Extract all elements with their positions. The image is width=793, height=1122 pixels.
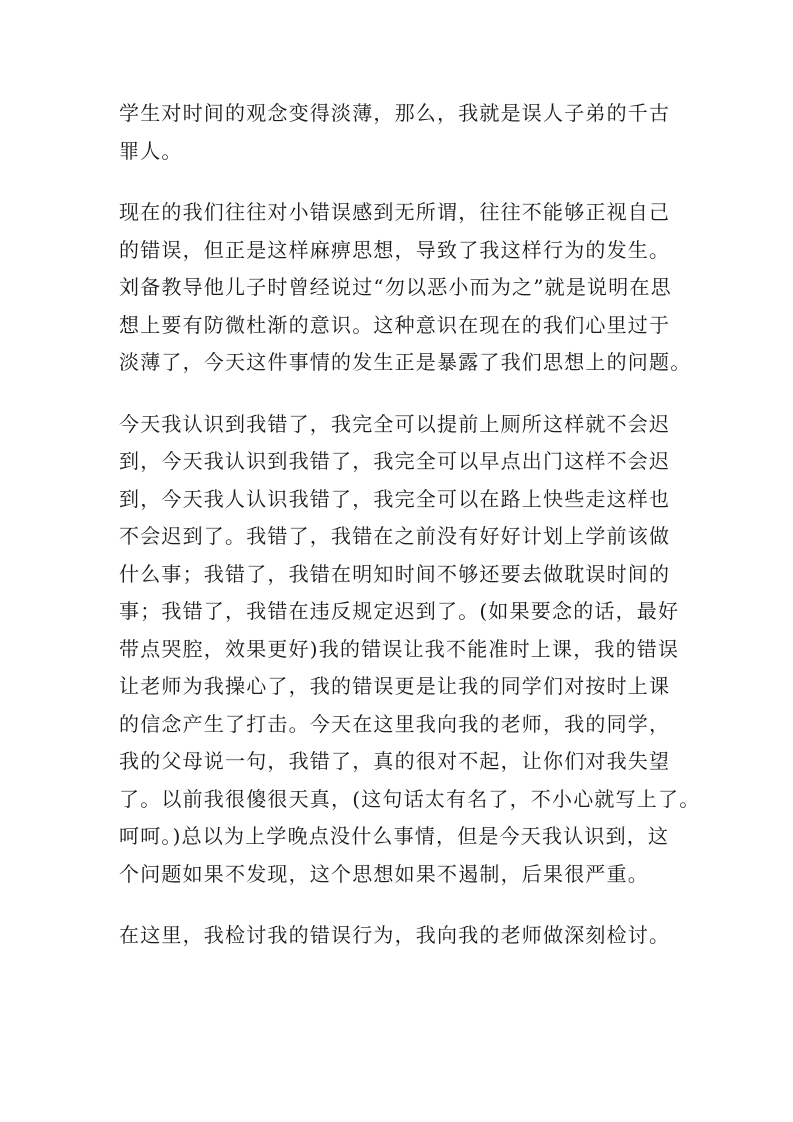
text-line: 我的父母说一句，我错了，真的很对不起，让你们对我失望 — [119, 749, 671, 773]
text-line: 让老师为我操心了，我的错误更是让我的同学们对按时上课 — [119, 674, 671, 698]
text-line: 的信念产生了打击。今天在这里我向我的老师，我的同学， — [119, 711, 671, 736]
paragraph-spacer — [119, 382, 679, 406]
text-line: 个问题如果不发现，这个思想如果不遏制，后果很严重。 — [119, 861, 649, 886]
text-line: 在这里，我检讨我的错误行为，我向我的老师做深刻检讨。 — [119, 923, 671, 947]
paragraph-1 — [119, 95, 679, 170]
text-line: 淡薄了，今天这件事情的发生正是暴露了我们思想上的问题。 — [119, 350, 692, 374]
paragraph-spacer — [119, 893, 679, 917]
text-line: 的错误，但正是这样麻痹思想，导致了我这样行为的发生。 — [119, 237, 671, 262]
text-line: 呵呵。)总以为上学晚点没什么事情，但是今天我认识到，这 — [119, 824, 670, 848]
text-line: 什么事；我错了，我错在明知时间不够还要去做耽误时间的 — [119, 561, 671, 586]
text-line: 带点哭腔，效果更好)我的错误让我不能准时上课，我的错误 — [119, 636, 680, 661]
text-line: 不会迟到了。我错了，我错在之前没有好好计划上学前该做 — [119, 524, 671, 548]
text-line: 到，今天我人认识我错了，我完全可以在路上快些走这样也 — [119, 486, 671, 511]
text-line: 了。以前我很傻很天真，(这句话太有名了，不小心就写上了。 — [119, 786, 701, 811]
text-line: 事；我错了，我错在违反规定迟到了。(如果要念的话，最好 — [119, 599, 680, 623]
text-line: 想上要有防微杜渐的意识。这种意识在现在的我们心里过于 — [119, 312, 671, 337]
text-line: 现在的我们往往对小错误感到无所谓，往往不能够正视自己 — [119, 200, 671, 224]
text-line: 学生对时间的观念变得淡薄，那么，我就是误人子弟的千古 — [119, 101, 671, 125]
text-line: 到，今天我认识到我错了，我完全可以早点出门这样不会迟 — [119, 449, 671, 473]
paragraph-2 — [119, 194, 692, 382]
text-line: 刘备教导他儿子时曾经说过“勿以恶小而为之”就是说明在思 — [119, 275, 672, 299]
text-line: 今天我认识到我错了，我完全可以提前上厕所这样就不会迟 — [119, 411, 671, 436]
paragraph-spacer — [119, 170, 679, 194]
text-line: 罪人。 — [119, 138, 183, 163]
paragraph-3 — [119, 406, 701, 894]
paragraph-4 — [119, 917, 679, 955]
document-page — [119, 95, 701, 955]
